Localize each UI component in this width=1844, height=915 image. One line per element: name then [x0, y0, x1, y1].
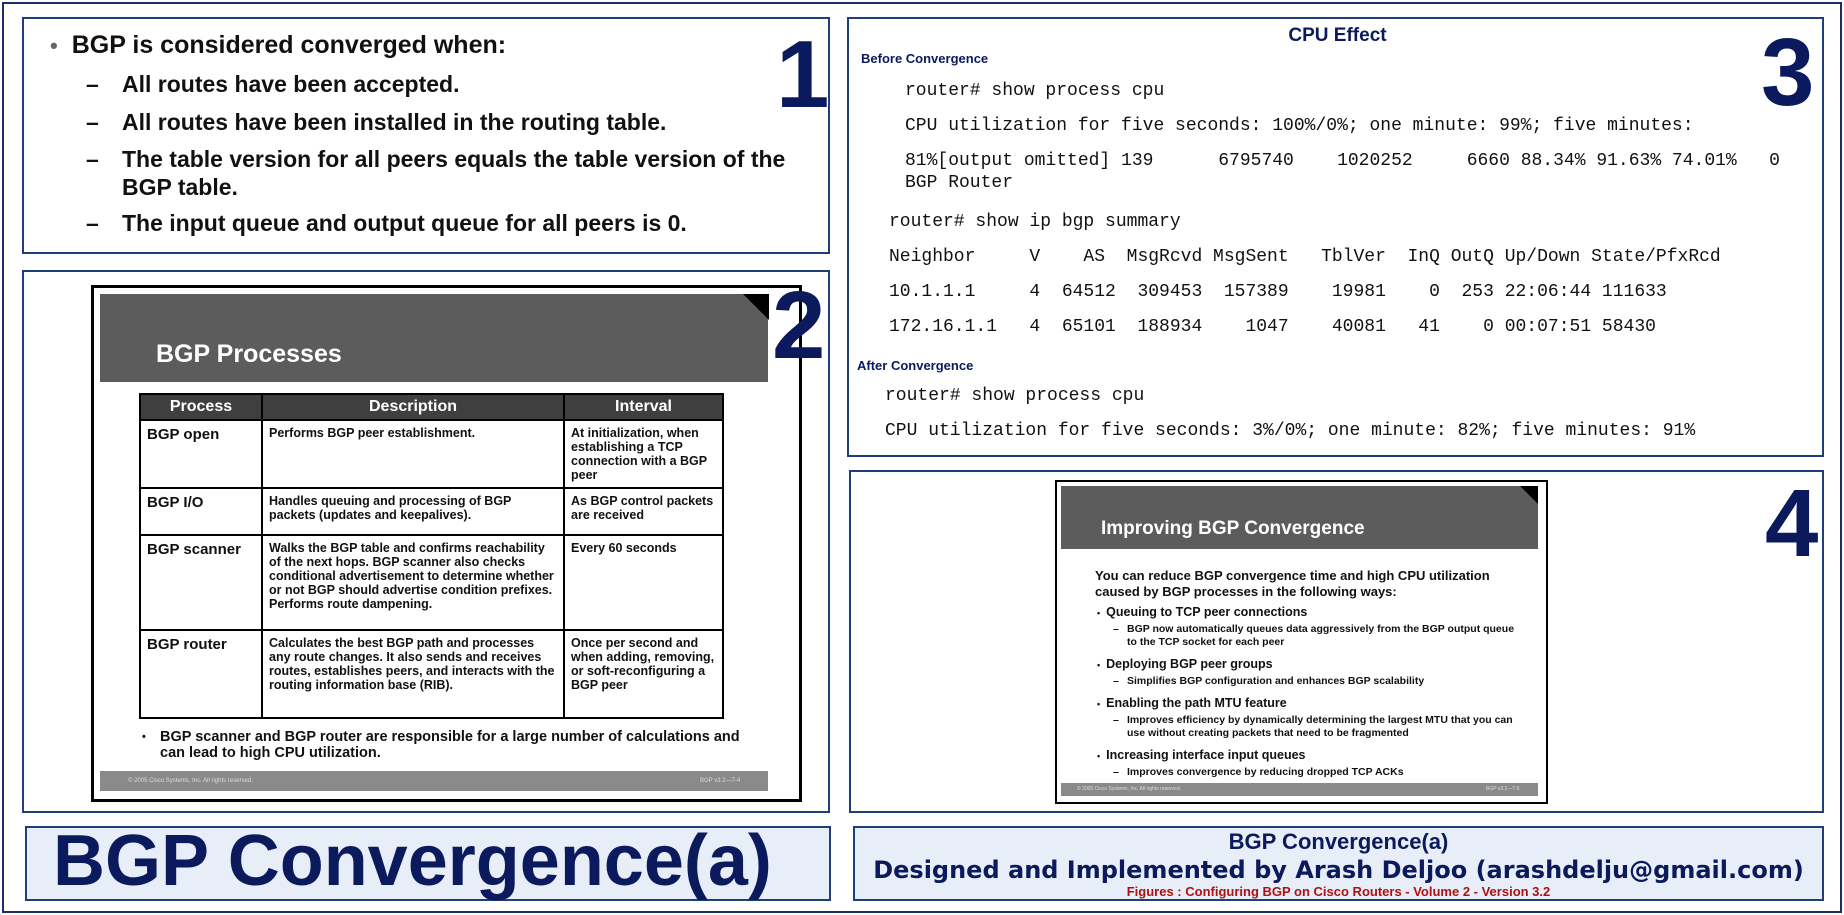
process-name: BGP open: [140, 420, 262, 488]
process-description: Walks the BGP table and confirms reachability of the next hops. BGP scanner also checks conditional advertisement to determine whether or not BGP should advertise condition prefixes. Performs route dampening.: [262, 535, 564, 630]
cpu-effect-title: CPU Effect: [1288, 25, 1387, 46]
cli-command: router# show process cpu: [885, 386, 1145, 406]
slide-footer-right: BGP v3.2—7-4: [700, 778, 741, 784]
item-title: • Increasing interface input queues: [1097, 748, 1306, 762]
main-bullet: [50, 31, 506, 60]
criteria-item-text: All routes have been installed in the routing table.: [122, 109, 667, 135]
criteria-item-text: All routes have been accepted.: [122, 71, 460, 97]
item-title: • Deploying BGP peer groups: [1097, 657, 1273, 671]
bullet-dot: •: [50, 33, 58, 58]
after-convergence-label: After Convergence: [857, 358, 974, 373]
process-table: [139, 393, 724, 719]
item-detail-text: BGP now automatically queues data aggressively from the BGP output queue to the TCP socket for each peer: [1127, 623, 1515, 648]
slide-footer-left: © 2005 Cisco Systems, Inc. All rights reserved.: [1077, 786, 1182, 792]
criteria-item-text: The table version for all peers equals the table version of the BGP table.: [122, 146, 786, 200]
table-row: [140, 488, 723, 535]
table-row: [140, 420, 723, 488]
credits-box: [853, 826, 1824, 901]
panel-number: 4: [1765, 470, 1819, 577]
process-description: Handles queuing and processing of BGP packets (updates and keepalives).: [262, 488, 564, 535]
summary-row: 172.16.1.1 4 65101 188934 1047 40081 41 0 00:07:51 58430: [889, 317, 1656, 337]
summary-header: Neighbor V AS MsgRcvd MsgSent TblVer InQ OutQ Up/Down State/PfxRcd: [889, 247, 1721, 267]
slide-intro: You can reduce BGP convergence time and high CPU utilization caused by BGP processes in the following ways:: [1095, 568, 1490, 599]
credits-author: Designed and Implemented by Arash Deljoo (arashdelju@gmail.com): [873, 856, 1804, 884]
slide-footer-right: BGP v3.2—7-5: [1486, 786, 1520, 792]
panel-convergence-criteria: • BGP is considered converged when: – All routes have been accepted. – All routes have been installed in the routing table. – The table version for all peers equals the table version of the BGP table. – The input queue and output queue for all peers is 0. 1: [22, 17, 830, 254]
table-row: [140, 535, 723, 630]
table-header-row: [140, 394, 723, 420]
item-detail-text: Improves convergence by reducing dropped TCP ACKs: [1127, 766, 1404, 778]
item-title-text: Increasing interface input queues: [1106, 748, 1306, 762]
slide-improving-convergence: Improving BGP Convergence You can reduce BGP convergence time and high CPU utilization caused by BGP processes in the following ways: • Queuing to TCP peer connections – BGP now automatically queues data aggressively from the BGP output queue to the TCP socket for each peer • Deploying BGP peer groups – Simplifies BGP configuration and enhances BGP scalability • Enabling the path MTU feature – Improves efficiency by dynamically determining the largest MTU that you can use without creating packets that need to be fragmented • Increasing interface input queues – Improves convergence by reducing dropped TCP ACKs © 2005 Cisco Systems, Inc. All rights reserved. BGP v3.2—7-5: [1055, 480, 1548, 804]
slide-bgp-processes: BGP Processes Process Description Interval BGP open Performs BGP peer establishment. At initialization, when establishing a TCP connection with a BGP peer BGP I/O Handles queuing and processing of BGP packets (updates and keepalives). As BGP control packets are received BGP scanner Walks the BGP table and confirms reachability of the next hops. BGP scanner also checks conditional advertisement to determine whether or not BGP should advertise condition prefixes. Performs route dampening. Every 60 seconds BGP router Calculates the best BGP path and processes any route changes. It also sends and receives routes, establishes peers, and interacts with the routing information base (RIB). Once per second and when adding, removing, or soft-reconfiguring a BGP peer • BGP scanner and BGP router are responsible for a large number of calculations and can lead to high CPU utilization. © 2005 Cisco Systems, Inc. All rights reserved. BGP v3.2—7-4: [91, 285, 802, 802]
process-interval: As BGP control packets are received: [564, 488, 723, 535]
slide-header: [100, 294, 768, 382]
item-title: • Enabling the path MTU feature: [1097, 696, 1287, 710]
process-description: Calculates the best BGP path and processes any route changes. It also sends and receives routes, establishes peers, and interacts with the routing information base (RIB).: [262, 630, 564, 718]
item-title-text: Queuing to TCP peer connections: [1106, 605, 1308, 619]
page-title: BGP Convergence(a): [53, 821, 772, 901]
credits-figures: Figures : Configuring BGP on Cisco Routers - Volume 2 - Version 3.2: [1126, 884, 1551, 899]
panel-bgp-processes: [22, 270, 830, 813]
slide-corner: [743, 294, 769, 320]
cli-command: router# show ip bgp summary: [889, 212, 1181, 232]
cli-command: router# show process cpu: [905, 81, 1165, 101]
slide-footer-left: © 2005 Cisco Systems, Inc. All rights reserved.: [128, 778, 253, 784]
cli-output-line: CPU utilization for five seconds: 3%/0%; one minute: 82%; five minutes: 91%: [885, 421, 1696, 441]
slide-corner: [1520, 486, 1538, 504]
slide-header: [1061, 486, 1538, 549]
cli-output-line: CPU utilization for five seconds: 100%/0%; one minute: 99%; five minutes:: [905, 116, 1694, 136]
process-name: BGP router: [140, 630, 262, 718]
slide-title: BGP Processes: [156, 340, 342, 368]
process-interval: At initialization, when establishing a TCP connection with a BGP peer: [564, 420, 723, 488]
slide-footer: [1061, 783, 1538, 796]
process-name: BGP I/O: [140, 488, 262, 535]
before-convergence-label: Before Convergence: [861, 51, 989, 66]
column-header: Process: [140, 394, 262, 420]
summary-row: 10.1.1.1 4 64512 309453 157389 19981 0 253 22:06:44 111633: [889, 282, 1667, 302]
column-header: Interval: [564, 394, 723, 420]
panel-cpu-effect: [847, 17, 1824, 457]
panel-number: 3: [1761, 19, 1815, 126]
panel-number: 2: [772, 272, 826, 379]
item-title-text: Enabling the path MTU feature: [1106, 696, 1287, 710]
item-title-text: Deploying BGP peer groups: [1106, 657, 1273, 671]
bottom-title-box: [25, 821, 831, 901]
process-description: Performs BGP peer establishment.: [262, 420, 564, 488]
table-row: [140, 630, 723, 718]
panel-improving-convergence: [849, 470, 1824, 813]
process-interval: Every 60 seconds: [564, 535, 723, 630]
slide-footer: [100, 771, 768, 791]
item-title: • Queuing to TCP peer connections: [1097, 605, 1308, 619]
slide-note-text: BGP scanner and BGP router are responsible for a large number of calculations and can lead to high CPU utilization.: [160, 729, 740, 761]
slide-title: Improving BGP Convergence: [1101, 518, 1365, 539]
item-detail-text: Simplifies BGP configuration and enhances BGP scalability: [1127, 675, 1425, 687]
process-name: BGP scanner: [140, 535, 262, 630]
item-detail-text: Improves efficiency by dynamically determining the largest MTU that you can use without creating packets that need to be fragmented: [1127, 714, 1513, 739]
credits-title: BGP Convergence(a): [1228, 829, 1449, 854]
process-interval: Once per second and when adding, removing, or soft-reconfiguring a BGP peer: [564, 630, 723, 718]
cli-output-line: 81%[output omitted] 139 6795740 1020252 6660 88.34% 91.63% 74.01% 0: [905, 151, 1780, 171]
panel-number: 1: [776, 21, 830, 128]
main-bullet-text: BGP is considered converged when:: [71, 31, 507, 59]
criteria-item-text: The input queue and output queue for all peers is 0.: [122, 210, 687, 236]
column-header: Description: [262, 394, 564, 420]
cli-output-line: BGP Router: [905, 173, 1014, 193]
